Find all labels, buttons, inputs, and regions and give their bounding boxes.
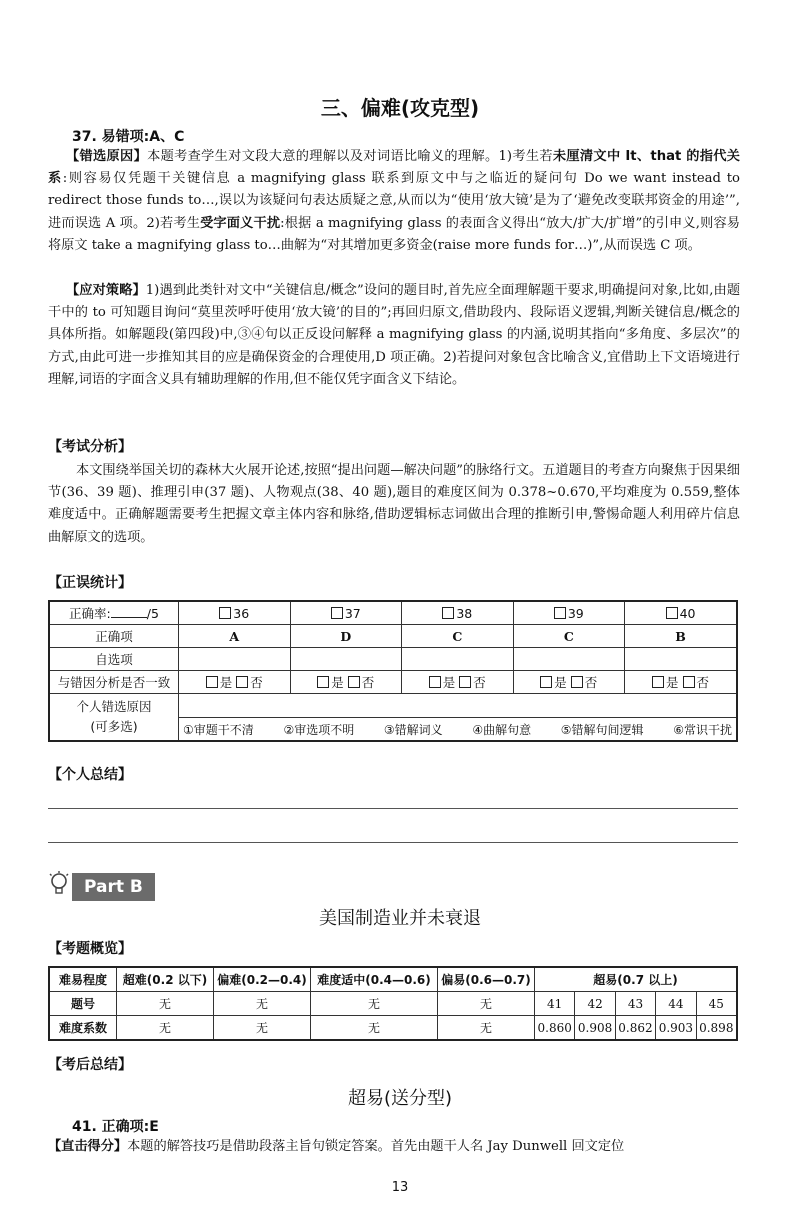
reason-blank[interactable] [179,694,738,718]
match-39[interactable]: 是 否 [513,671,625,694]
q-44: 44 [656,992,696,1016]
coef-easy: 无 [438,1016,535,1041]
stats-row-match [49,671,737,694]
q-label: 题号 [49,992,117,1016]
correct-39: C [513,625,625,648]
coef-medium: 无 [311,1016,438,1041]
overview-row-level [49,967,737,992]
level-hard: 偏难(0.2—0.4) [214,967,311,992]
coef-45: 0.898 [696,1016,737,1041]
rate-blank[interactable] [111,617,147,618]
q-super-hard: 无 [117,992,214,1016]
checkbox-icon[interactable] [236,676,248,688]
checkbox-icon[interactable] [540,676,552,688]
q-cell-38[interactable]: 38 [402,601,514,625]
checkbox-icon[interactable] [429,676,441,688]
q37-strategy-paragraph [48,280,740,391]
reason-option-6[interactable]: ⑥常识干扰 [673,722,732,737]
reason-option-3[interactable]: ③错解词义 [383,722,443,737]
coef-43: 0.862 [615,1016,655,1041]
reason-emph-1: 未厘清文中 It、that 的指代关系 [48,149,740,187]
reason-option-2[interactable]: ②审选项不明 [283,722,355,737]
q37-heading: 37. 易错项:A、C [72,129,185,145]
correct-37: D [290,625,402,648]
q41-heading: 41. 正确项:E [72,1119,159,1135]
stats-row-reason-blank [49,694,737,718]
checkbox-icon [554,607,566,619]
summary-line-1[interactable] [48,808,738,809]
q41-text: 本题的解答技巧是借助段落主旨句锁定答案。首先由题干人名 Jay Dunwell 回文定位 [127,1139,625,1154]
overview-table [48,966,738,1041]
match-37[interactable]: 是 否 [290,671,402,694]
q41-paragraph [48,1136,740,1158]
match-36[interactable]: 是 否 [179,671,291,694]
reason-emph-2: 受字面义干扰 [200,215,281,231]
level-super-hard: 超难(0.2 以下) [117,967,214,992]
self-36[interactable] [179,648,291,671]
checkbox-icon[interactable] [317,676,329,688]
checkbox-icon[interactable] [683,676,695,688]
q41-tag: 【直击得分】 [48,1139,128,1154]
checkbox-icon [442,607,454,619]
checkbox-icon[interactable] [571,676,583,688]
coef-hard: 无 [214,1016,311,1041]
checkbox-icon [331,607,343,619]
correct-40: B [625,625,737,648]
self-37[interactable] [290,648,402,671]
checkbox-icon[interactable] [348,676,360,688]
q-cell-37[interactable]: 37 [290,601,402,625]
checkbox-icon [219,607,231,619]
reason-text-1: 本题考查学生对文段大意的理解以及对词语比喻义的理解。1)考生若 [147,149,553,164]
lightbulb-icon [48,871,70,903]
summary-line-2[interactable] [48,842,738,843]
coef-super-hard: 无 [117,1016,214,1041]
q-43: 43 [615,992,655,1016]
q-easy: 无 [438,992,535,1016]
strategy-tag: 【应对策略】 [66,283,146,298]
stats-row-correct [49,625,737,648]
section-title: 三、偏难(攻克型) [320,96,480,120]
reason-label: 个人错选原因 (可多选) [49,694,179,742]
rate-cell: 正确率: /5 [49,601,179,625]
correct-38: C [402,625,514,648]
coef-44: 0.903 [656,1016,696,1041]
overview-row-q [49,992,737,1016]
self-40[interactable] [625,648,737,671]
overview-row-coef [49,1016,737,1041]
self-38[interactable] [402,648,514,671]
q37-reason-paragraph [48,146,740,257]
level-super-easy: 超易(0.7 以上) [535,967,738,992]
correct-36: A [179,625,291,648]
q-cell-39[interactable]: 39 [513,601,625,625]
reason-text-3: :根据 a magnifying glass 的表面含义得出“放大/扩大/扩增”的引申义,则容易将原文 take a magnifying glass to…曲解为“对其增加更多资金(raise more funds for…)”,从而误选 C 项。 [48,215,740,253]
match-label: 与错因分析是否一致 [49,671,179,694]
q-45: 45 [696,992,737,1016]
correct-label: 正确项 [49,625,179,648]
stats-row-rate [49,601,737,625]
reason-options [179,718,738,742]
checkbox-icon[interactable] [206,676,218,688]
summary-heading: 【个人总结】 [48,767,132,783]
stats-heading: 【正误统计】 [48,575,132,591]
part-b-label: Part B [72,873,155,901]
checkbox-icon[interactable] [652,676,664,688]
level-label: 难易程度 [49,967,117,992]
q-hard: 无 [214,992,311,1016]
overview-heading: 【考题概览】 [48,941,132,957]
q-cell-36[interactable]: 36 [179,601,291,625]
reason-tag: 【错选原因】 [66,149,148,164]
coef-42: 0.908 [575,1016,615,1041]
coef-label: 难度系数 [49,1016,117,1041]
reason-text-2: :则容易仅凭题干关键信息 a magnifying glass 联系到原文中与之临近的疑问句 Do we want instead to redirect those funds to…,误以为该疑问句表达质疑之意,从而以为“使用‘放大镜’是为了‘避免改变联邦资金的用途’”,进而误选 A 项。2)若考生 [48,171,740,231]
passage-title: 美国制造业并未衰退 [319,908,481,929]
easy-title: 超易(送分型) [347,1088,453,1109]
analysis-heading: 【考试分析】 [48,439,132,455]
strategy-text: 1)遇到此类针对文中“关键信息/概念”设问的题目时,首先应全面理解题干要求,明确提问对象,比如,由题干中的 to 可知题目询问“莫里茨呼吁使用‘放大镜’的目的”;再回归原文,借助段内、段际语义逻辑,判断关键信息/概念的具体所指。如解题段(第四段)中,③④句以正反设问解释 a magnifying glass 的内涵,说明其指向“多角度、多层次”的方式,由此可进一步推知其目的应是确保资金的合理使用,D 项正确。2)若提问对象包含比喻含义,宜借助上下文语境进行理解,词语的字面含义具有辅助理解的作用,但不能仅凭字面含义下结论。 [48,283,741,387]
level-easy: 偏易(0.6—0.7) [438,967,535,992]
reason-option-1[interactable]: ①审题干不清 [183,722,254,737]
after-heading: 【考后总结】 [48,1057,132,1073]
analysis-paragraph: 本文围绕举国关切的森林大火展开论述,按照“提出问题—解决问题”的脉络行文。五道题目的考查方向聚焦于因果细节(36、39 题)、推理引申(37 题)、人物观点(38、40 题),题目的难度区间为 0.378~0.670,平均难度为 0.559,整体难度适中。正确解题需要考生把握文章主体内容和脉络,借助逻辑标志词做出合理的推断引申,警惕命题人利用碎片信息曲解原文的选项。 [48,463,740,545]
checkbox-icon [666,607,678,619]
match-38[interactable]: 是 否 [402,671,514,694]
match-40[interactable]: 是 否 [625,671,737,694]
coef-41: 0.860 [535,1016,575,1041]
q-42: 42 [575,992,615,1016]
q-41: 41 [535,992,575,1016]
checkbox-icon[interactable] [459,676,471,688]
level-medium: 难度适中(0.4—0.6) [311,967,438,992]
page-number: 13 [391,1180,409,1195]
reason-option-4[interactable]: ④曲解句意 [472,722,532,737]
part-b-banner [48,872,155,902]
stats-table [48,600,738,742]
stats-row-self [49,648,737,671]
self-label: 自选项 [49,648,179,671]
q-medium: 无 [311,992,438,1016]
self-39[interactable] [513,648,625,671]
q-cell-40[interactable]: 40 [625,601,737,625]
reason-option-5[interactable]: ⑤错解句间逻辑 [560,722,644,737]
